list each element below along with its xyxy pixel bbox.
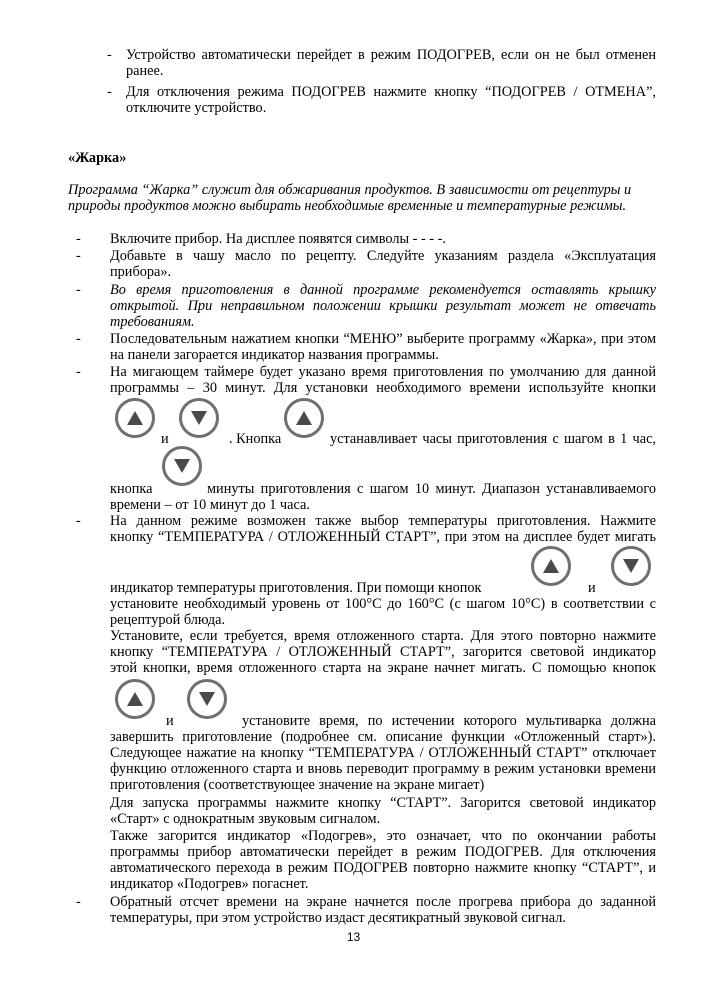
- text-line: на панели загорается индикатор названия программы.: [110, 347, 439, 363]
- text-line: устанавливает часы приготовления с шагом в 1 час,: [330, 431, 656, 447]
- up-arrow-button-icon: [284, 398, 324, 438]
- text-line: требованиям.: [110, 314, 195, 330]
- page-number: 13: [346, 930, 361, 944]
- intro-paragraph: [68, 182, 668, 214]
- up-arrow-button-icon: [115, 679, 155, 719]
- list-item: [110, 282, 656, 330]
- section-heading: «Жарка»: [68, 150, 127, 166]
- list-item: [110, 513, 656, 545]
- bullet-dash: -: [107, 47, 112, 63]
- bullet-dash: -: [76, 513, 81, 529]
- text-line: Для запуска программы нажмите кнопку “СТАРТ”. Загорится световой индикатор: [110, 795, 656, 811]
- list-item: [110, 231, 656, 247]
- text-line: Следующее нажатие на кнопку “ТЕМПЕРАТУРА / ОТЛОЖЕННЫЙ СТАРТ” отключает: [110, 745, 656, 761]
- text-line: открытой. При неправильном положении крышки результат может не отвечать: [110, 298, 656, 314]
- text-line: функцию отложенного старта и вновь переводит программу в режим установки времени: [110, 761, 656, 777]
- down-arrow-button-icon: [179, 398, 219, 438]
- list-item: [110, 364, 656, 396]
- down-arrow-button-icon: [187, 679, 227, 719]
- text-line: этой кнопки, время отложенного старта на экране начнет мигать. С помощью кнопок: [110, 660, 656, 676]
- bullet-dash: -: [76, 364, 81, 380]
- list-item-continued: [110, 729, 656, 793]
- text-and: и: [161, 431, 169, 447]
- list-item: [110, 331, 656, 363]
- text-line: программы – 30 минут. Для установки необходимого времени используйте кнопки: [110, 380, 656, 396]
- list-item: [110, 248, 656, 280]
- bullet-dash: -: [76, 282, 81, 298]
- text-line: На мигающем таймере будет указано время приготовления по умолчанию для данной: [110, 364, 656, 380]
- list-item: [126, 84, 656, 116]
- list-item: [126, 47, 656, 79]
- list-item-continued: [110, 596, 656, 676]
- text-line: индикатор температуры приготовления. При помощи кнопок: [110, 580, 482, 596]
- text-line: автоматического перехода в режим ПОДОГРЕВ повторно нажмите кнопку “СТАРТ”, и: [110, 860, 656, 876]
- text-line: индикатор «Подогрев» погаснет.: [110, 876, 309, 892]
- text-line: На данном режиме возможен также выбор температуры приготовления. Нажмите: [110, 513, 656, 529]
- text-line: минуты приготовления с шагом 10 минут. Диапазон устанавливаемого: [207, 481, 656, 497]
- text-line: Программа “Жарка” служит для обжаривания продуктов. В зависимости от рецептуры и: [68, 182, 632, 198]
- text-line: завершить приготовление (подробнее см. описание функции «Отложенный старт»).: [110, 729, 656, 745]
- text-line: программы прибор автоматически перейдет в режим ПОДОГРЕВ. Для отключения: [110, 844, 656, 860]
- text-line: приготовления (соответствующее значение на экране мигает): [110, 777, 485, 793]
- down-arrow-button-icon: [611, 546, 651, 586]
- text-line: рецептурой блюда.: [110, 612, 226, 628]
- bullet-dash: -: [76, 248, 81, 264]
- text-line: Последовательным нажатием кнопки “МЕНЮ” выберите программу «Жарка», при этом: [110, 331, 656, 347]
- bullet-dash: -: [76, 331, 81, 347]
- down-arrow-button-icon: [162, 446, 202, 486]
- up-arrow-button-icon: [531, 546, 571, 586]
- text-and: и: [588, 580, 596, 596]
- list-item: [110, 894, 656, 926]
- text-line: Обратный отсчет времени на экране начнется после прогрева прибора до заданной: [110, 894, 656, 910]
- list-item-continued: [110, 828, 656, 892]
- text-line: Также загорится индикатор «Подогрев», это означает, что по окончании работы: [110, 828, 656, 844]
- up-arrow-button-icon: [115, 398, 155, 438]
- text-line: отключите устройство.: [126, 100, 267, 116]
- text-and: и: [166, 713, 174, 729]
- text-line: Установите, если требуется, время отложенного старта. Для этого повторно нажмите: [110, 628, 656, 644]
- text-line: кнопку “ТЕМПЕРАТУРА / ОТЛОЖЕННЫЙ СТАРТ”, загорится световой индикатор: [110, 644, 656, 660]
- text-line: «Старт» с однократным звуковым сигналом.: [110, 811, 381, 827]
- text-button-label: . Кнопка: [229, 431, 282, 447]
- text-line: установите необходимый уровень от 100°С до 160°С (с шагом 10°С) в соответствии с: [110, 596, 656, 612]
- text-line: прибора».: [110, 264, 172, 280]
- text-line: кнопку “ТЕМПЕРАТУРА / ОТЛОЖЕННЫЙ СТАРТ”, при этом на дисплее будет мигать: [110, 529, 656, 545]
- bullet-dash: -: [107, 84, 112, 100]
- bullet-dash: -: [76, 894, 81, 910]
- list-item-continued: [106, 795, 656, 827]
- text-line: температуры, при этом устройство издаст десятикратный звуковой сигнал.: [110, 910, 566, 926]
- text-line: Устройство автоматически перейдет в режим ПОДОГРЕВ, если он не был отменен: [126, 47, 656, 63]
- text-line: Во время приготовления в данной программе рекомендуется оставлять крышку: [110, 282, 656, 298]
- text-line: кнопка: [110, 481, 153, 497]
- text-line: ранее.: [126, 63, 164, 79]
- bullet-dash: -: [76, 231, 81, 247]
- text-line: Включите прибор. На дисплее появятся символы - - - -.: [110, 231, 446, 247]
- text-line: Для отключения режима ПОДОГРЕВ нажмите кнопку “ПОДОГРЕВ / ОТМЕНА”,: [126, 84, 656, 100]
- text-line: установите время, по истечении которого мультиварка должна: [242, 713, 656, 729]
- text-line: природы продуктов можно выбирать необходимые временные и температурные режимы.: [68, 198, 627, 214]
- text-line: Добавьте в чашу масло по рецепту. Следуйте указаниям раздела «Эксплуатация: [110, 248, 656, 264]
- text-line: времени – от 10 минут до 1 часа.: [110, 497, 310, 513]
